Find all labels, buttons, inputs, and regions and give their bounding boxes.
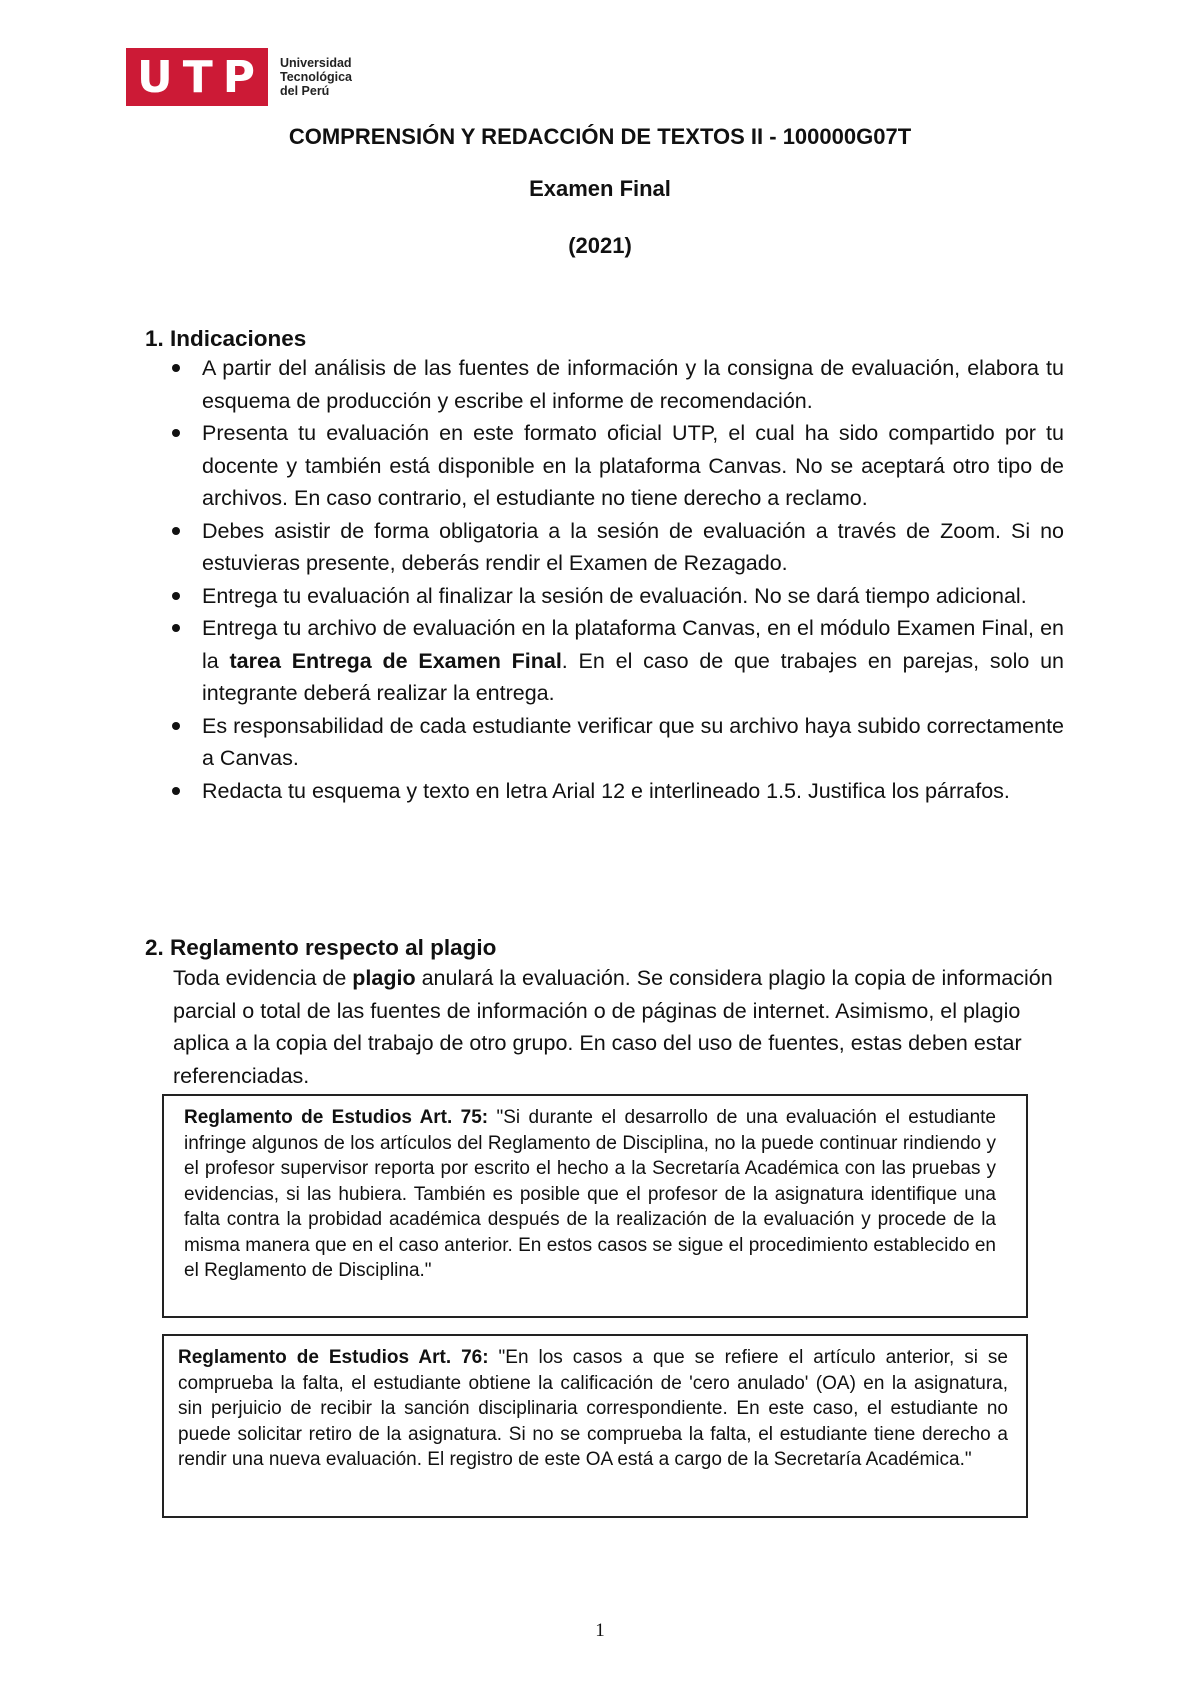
bullet-icon (172, 364, 180, 372)
art75-text: Reglamento de Estudios Art. 75: "Si durante el desarrollo de una evaluación el estudiante infringe algunos de los artículos del Reglamento de Disciplina, no la puede continuar rindiendo y el profesor supervisor reporta por escrito el hecho a la Secretaría Académica con las pruebas y evidencias, si las hubiera. También es posible que el profesor de la asignatura identifique una falta contra la probidad académica después de la realización de la evaluación y procede de la misma manera que en el caso anterior. En estos casos se sigue el procedimiento establecido en el Reglamento de Disciplina." (184, 1107, 996, 1281)
task-name: tarea Entrega de Examen Final (229, 648, 562, 673)
list-item: A partir del análisis de las fuentes de información y la consigna de evaluación, elabora tu esquema de producción y escribe el informe de recomendación. (172, 352, 1064, 417)
art75-label: Reglamento de Estudios Art. 75: (184, 1107, 489, 1128)
list-item: Es responsabilidad de cada estudiante verificar que su archivo haya subido correctamente a Canvas. (172, 710, 1064, 775)
page-number: 1 (595, 1620, 605, 1641)
bullet-icon (172, 624, 180, 632)
list-item: Entrega tu evaluación al finalizar la sesión de evaluación. No se dará tiempo adicional. (172, 580, 1064, 613)
bullet-icon (172, 787, 180, 795)
course-title: COMPRENSIÓN Y REDACCIÓN DE TEXTOS II - 100000G07T (288, 124, 912, 149)
bullet-icon (172, 429, 180, 437)
list-item: Debes asistir de forma obligatoria a la sesión de evaluación a través de Zoom. Si no estuvieras presente, deberás rendir el Examen de Rezagado. (172, 515, 1064, 580)
list-item: Entrega tu archivo de evaluación en la plataforma Canvas, en el módulo Examen Final, en la tarea Entrega de Examen Final. En el caso de que trabajes en parejas, solo un integrante deberá realizar la entrega. (172, 612, 1064, 710)
list-item: Redacta tu esquema y texto en letra Arial 12 e interlineado 1.5. Justifica los párrafos. (172, 775, 1064, 808)
utp-logo-mark: UTP (126, 48, 268, 106)
art76-label: Reglamento de Estudios Art. 76: (178, 1347, 489, 1368)
indicaciones-list (172, 352, 1064, 807)
logo-line-2: Tecnológica (280, 70, 353, 84)
bullet-icon (172, 527, 180, 535)
plagio-bold: plagio (352, 966, 416, 990)
utp-logo (126, 48, 352, 106)
logo-line-3: del Perú (280, 84, 330, 98)
plagio-heading: 2. Reglamento respecto al plagio (145, 935, 497, 960)
list-item: Presenta tu evaluación en este formato oficial UTP, el cual ha sido compartido por tu docente y también está disponible en la plataforma Canvas. No se aceptará otro tipo de archivos. En caso contrario, el estudiante no tiene derecho a reclamo. (172, 417, 1064, 515)
exam-year: (2021) (568, 233, 632, 258)
bullet-icon (172, 592, 180, 600)
bullet-icon (172, 722, 180, 730)
plagio-paragraph: Toda evidencia de plagio anulará la evaluación. Se considera plagio la copia de información parcial o total de las fuentes de información o de páginas de internet. Asimismo, el plagio aplica a la copia del trabajo de otro grupo. En caso del uso de fuentes, estas deben estar referenciadas. (173, 966, 1053, 1088)
logo-line-1: Universidad (280, 56, 352, 70)
art76-box (162, 1334, 1028, 1518)
indicaciones-heading: 1. Indicaciones (145, 326, 307, 351)
art75-box (162, 1094, 1028, 1318)
exam-title: Examen Final (529, 176, 671, 201)
art76-text: Reglamento de Estudios Art. 76: "En los casos a que se refiere el artículo anterior, si se comprueba la falta, el estudiante obtiene la calificación de 'cero anulado' (OA) en la asignatura, sin perjuicio de recibir la sanción disciplinaria correspondiente. En este caso, el estudiante no puede solicitar retiro de la asignatura. Si no se comprueba la falta, el estudiante tiene derecho a rendir una nueva evaluación. El registro de este OA está a cargo de la Secretaría Académica." (178, 1347, 1008, 1470)
utp-logo-text (280, 56, 352, 98)
